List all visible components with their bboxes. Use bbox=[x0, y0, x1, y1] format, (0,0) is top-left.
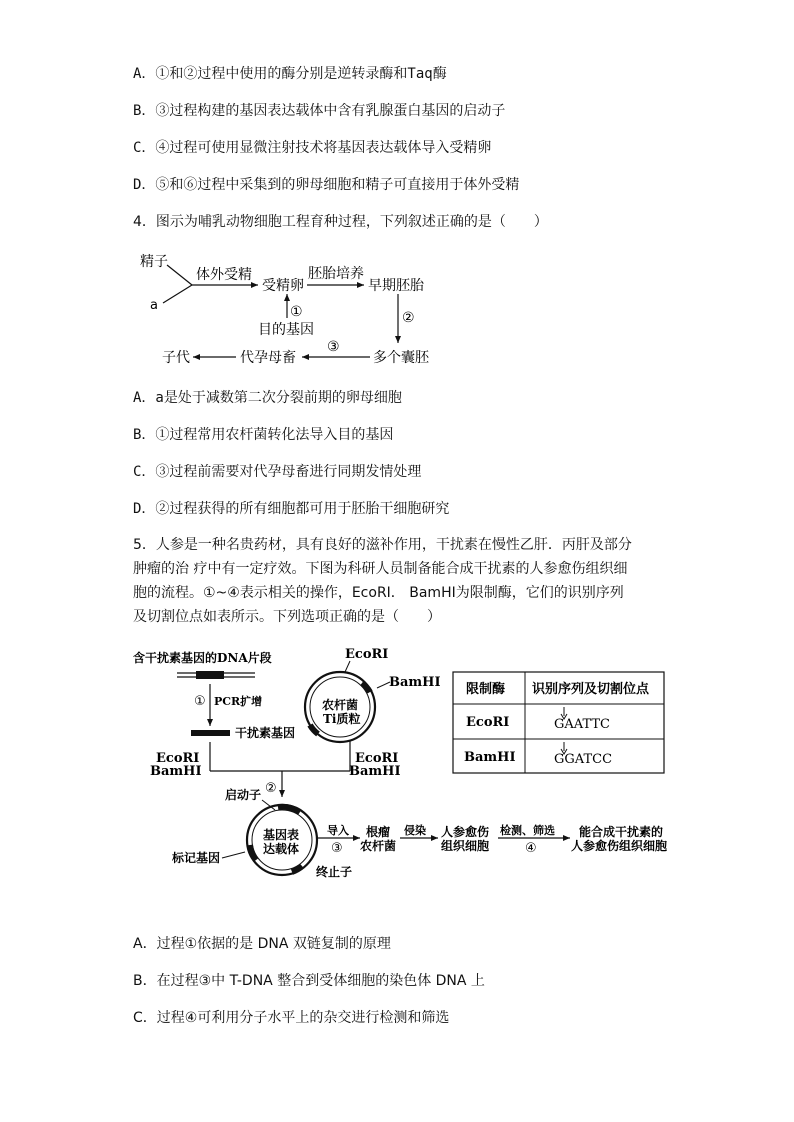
label-marker: 标记基因 bbox=[172, 851, 221, 865]
label-detect: 检测、筛选 bbox=[500, 824, 555, 837]
label-step1: ① bbox=[290, 304, 303, 320]
label-terminator: 终止子 bbox=[316, 865, 353, 879]
label-callus-line2: 组织细胞 bbox=[441, 839, 490, 853]
table-cell-enzyme: EcoRⅠ bbox=[466, 715, 510, 730]
table-cell-site: GGATCC bbox=[554, 752, 613, 767]
q5-option-a: A．过程①依据的是 DNA 双链复制的原理 bbox=[133, 936, 391, 952]
label-plasmid-ecori: EcoRⅠ bbox=[345, 647, 389, 662]
label-vector-line1: 基因表 bbox=[263, 828, 300, 842]
label-surrogate: 代孕母畜 bbox=[240, 350, 296, 366]
q5-stem-line-4: 及切割位点如表所示。下列选项正确的是（ ） bbox=[133, 609, 441, 625]
label-ifn-gene: 干扰素基因 bbox=[235, 726, 296, 740]
q3-option-a: A．①和②过程中使用的酶分别是逆转录酶和Taq酶 bbox=[133, 66, 447, 82]
q5-diagram bbox=[0, 640, 794, 890]
q5-stem-line-2: 肿瘤的治 疗中有一定疗效。下图为科研人员制备能合成干扰素的人参愈伤组织细 bbox=[133, 561, 628, 577]
table-header-site: 识别序列及切割位点 bbox=[532, 682, 650, 697]
label-step1: ① bbox=[194, 694, 206, 709]
q5-option-c: C．过程④可利用分子水平上的杂交进行检测和筛选 bbox=[133, 1010, 450, 1026]
label-plasmid-line1: 农杆菌 bbox=[322, 698, 359, 712]
label-a: a bbox=[150, 298, 158, 313]
label-infect: 侵染 bbox=[404, 824, 426, 837]
table-cell-enzyme: BamHⅠ bbox=[464, 750, 516, 765]
label-promoter: 启动子 bbox=[225, 788, 262, 802]
label-step3: ③ bbox=[331, 841, 343, 856]
q5-stem-line-3: 胞的流程。①~④表示相关的操作，EcoRⅠ． BamHⅠ为限制酶，它们的识别序列 bbox=[133, 585, 624, 601]
label-agro-line1: 根瘤 bbox=[366, 825, 391, 839]
label-sperm: 精子 bbox=[140, 254, 168, 270]
label-ivf: 体外受精 bbox=[196, 267, 252, 283]
label-agro-line2: 农杆菌 bbox=[360, 839, 397, 853]
label-step3: ③ bbox=[327, 339, 340, 355]
label-final-line2: 人参愈伤组织细胞 bbox=[571, 839, 668, 853]
q4-option-a: A．a是处于减数第二次分裂前期的卵母细胞 bbox=[133, 390, 402, 406]
q4-stem: 4．图示为哺乳动物细胞工程育种过程，下列叙述正确的是（ ） bbox=[133, 214, 548, 230]
label-ecori-left: EcoRⅠ bbox=[156, 751, 200, 766]
label-vector-line2: 达载体 bbox=[263, 842, 300, 856]
label-final-line1: 能合成干扰素的 bbox=[579, 825, 664, 839]
label-early-embryo: 早期胚胎 bbox=[368, 278, 424, 294]
q3-option-c: C．④过程可使用显微注射技术将基因表达载体导入受精卵 bbox=[133, 140, 492, 156]
q4-option-d: D．②过程获得的所有细胞都可用于胚胎干细胞研究 bbox=[133, 501, 450, 517]
label-step2: ② bbox=[265, 781, 277, 796]
q4-diagram bbox=[0, 240, 794, 375]
label-step2: ② bbox=[402, 310, 415, 326]
label-dna-fragment: 含干扰素基因的DNA片段 bbox=[133, 651, 272, 665]
label-culture: 胚胎培养 bbox=[308, 266, 364, 282]
label-import: 导入 bbox=[327, 824, 349, 837]
q5-option-b: B．在过程③中 T-DNA 整合到受体细胞的染色体 DNA 上 bbox=[133, 973, 485, 989]
label-target-gene: 目的基因 bbox=[258, 322, 314, 338]
table-header-enzyme: 限制酶 bbox=[466, 682, 506, 697]
label-ecori-right: EcoRⅠ bbox=[355, 751, 399, 766]
q5-stem-line-1: 5．人参是一种名贵药材，具有良好的滋补作用，干扰素在慢性乙肝．丙肝及部分 bbox=[133, 537, 632, 553]
label-zygote: 受精卵 bbox=[262, 278, 304, 294]
label-pcr: PCR扩增 bbox=[214, 695, 263, 708]
label-bamhi-left: BamHⅠ bbox=[150, 764, 202, 779]
label-plasmid-bamhi: BamHⅠ bbox=[389, 675, 441, 690]
q3-option-b: B．③过程构建的基因表达载体中含有乳腺蛋白基因的启动子 bbox=[133, 103, 506, 119]
q4-option-c: C．③过程前需要对代孕母畜进行同期发情处理 bbox=[133, 464, 422, 480]
q3-option-d: D．⑤和⑥过程中采集到的卵母细胞和精子可直接用于体外受精 bbox=[133, 177, 520, 193]
label-step4: ④ bbox=[525, 841, 537, 856]
label-callus-line1: 人参愈伤 bbox=[441, 825, 490, 839]
label-plasmid-line2: Ti质粒 bbox=[323, 712, 361, 726]
label-blastocysts: 多个囊胚 bbox=[373, 350, 429, 366]
q4-option-b: B．①过程常用农杆菌转化法导入目的基因 bbox=[133, 427, 394, 443]
table-cell-site: GAATTC bbox=[554, 717, 610, 732]
restriction-enzyme-table bbox=[453, 672, 664, 773]
label-bamhi-right: BamHⅠ bbox=[349, 764, 401, 779]
label-offspring: 子代 bbox=[162, 350, 190, 366]
